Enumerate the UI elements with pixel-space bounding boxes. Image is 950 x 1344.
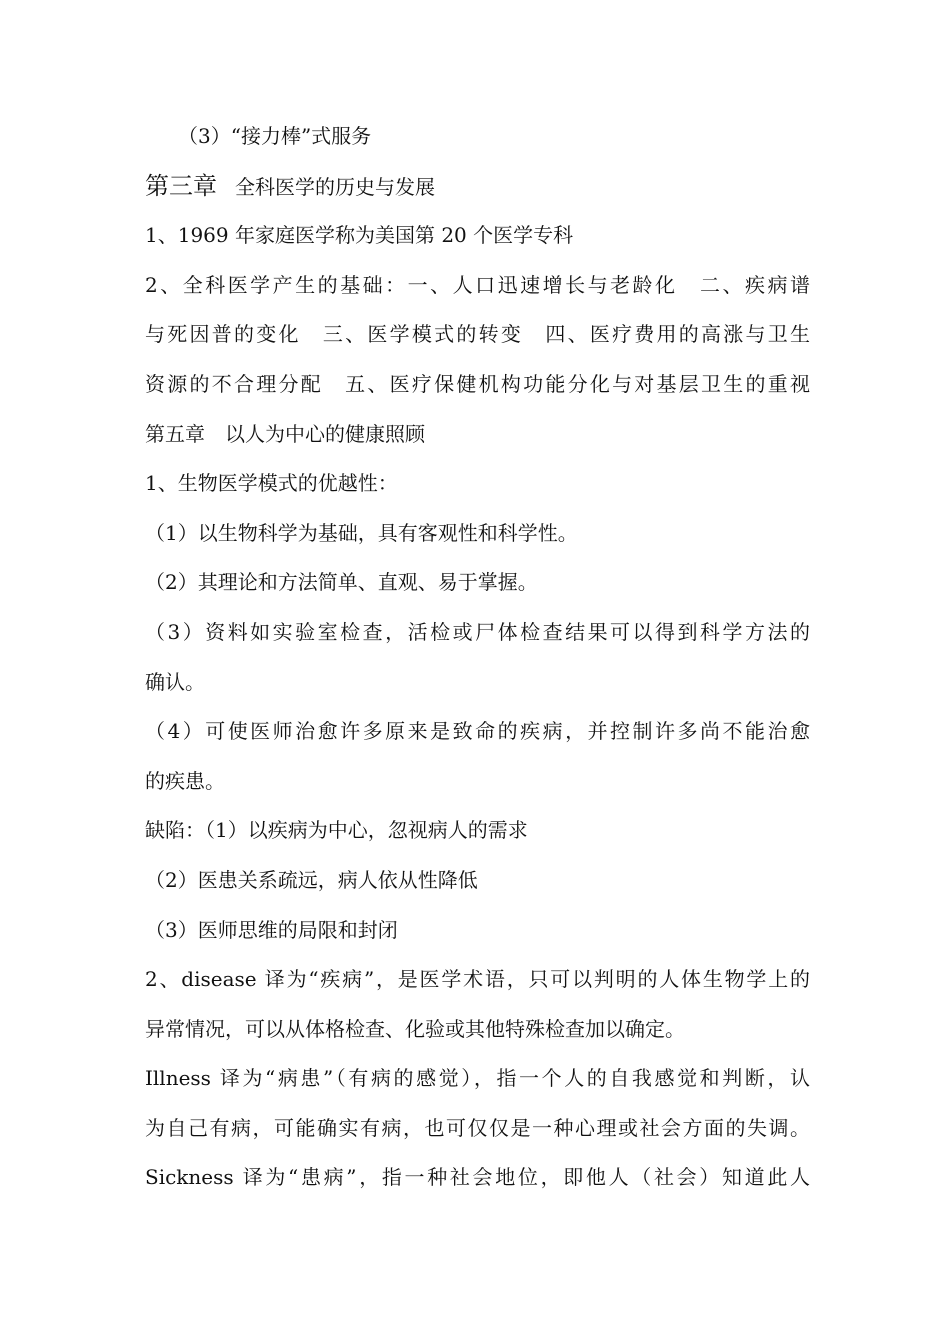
paragraph-line: 2、disease 译为“疾病”，是医学术语，只可以判明的人体生物学上的	[145, 967, 810, 992]
paragraph-line: 为自己有病，可能确实有病，也可仅仅是一种心理或社会方面的失调。	[145, 1115, 810, 1140]
list-item: （3）医师思维的局限和封闭	[145, 917, 398, 942]
document-page	[145, 112, 810, 1203]
chapter-number: 第三章	[145, 171, 217, 200]
list-item-relay-service: （3）“接力棒”式服务	[178, 124, 372, 148]
paragraph-line: 与死因普的变化 三、医学模式的转变 四、医疗费用的高涨与卫生	[145, 322, 810, 347]
paragraph-line: 1、1969 年家庭医学称为美国第 20 个医学专科	[145, 223, 574, 248]
paragraph-line: 1、生物医学模式的优越性：	[145, 471, 398, 496]
paragraph-line: 2、全科医学产生的基础：一、人口迅速增长与老龄化 二、疾病谱	[145, 272, 810, 297]
list-item: （2）医患关系疏远，病人依从性降低	[145, 867, 478, 892]
list-item: （1）以生物科学为基础，具有客观性和科学性。	[145, 520, 578, 545]
list-item: （3）资料如实验室检查，活检或尸体检查结果可以得到科学方法的	[145, 619, 810, 644]
paragraph-line: Sickness 译为“患病”，指一种社会地位，即他人（社会）知道此人	[145, 1165, 810, 1190]
paragraph-line: 异常情况，可以从体格检查、化验或其他特殊检查加以确定。	[145, 1016, 685, 1041]
paragraph-line: 缺陷：（1）以疾病为中心，忽视病人的需求	[145, 818, 528, 843]
chapter-title: 全科医学的历史与发展	[235, 174, 435, 199]
paragraph-line: Illness 译为“病患”（有病的感觉），指一个人的自我感觉和判断，认	[145, 1066, 810, 1091]
chapter-heading-three	[145, 162, 810, 212]
paragraph-line: 确认。	[145, 669, 205, 694]
paragraph-line: 的疾患。	[145, 768, 225, 793]
paragraph-line: 资源的不合理分配 五、医疗保健机构功能分化与对基层卫生的重视	[145, 371, 810, 396]
list-item: （2）其理论和方法简单、直观、易于掌握。	[145, 570, 538, 595]
list-item: （4）可使医师治愈许多原来是致命的疾病，并控制许多尚不能治愈	[145, 719, 810, 744]
chapter-heading-five: 第五章 以人为中心的健康照顾	[145, 421, 425, 446]
